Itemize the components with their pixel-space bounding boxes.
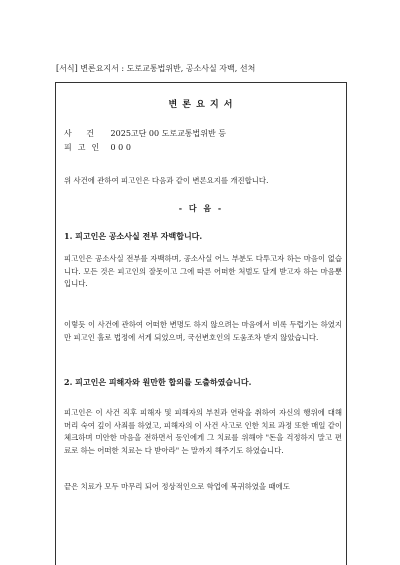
section1-heading: 1. 피고인은 공소사실 전부 자백합니다. [64, 231, 203, 241]
paragraph-4: 끝은 치료가 모두 마무리 되어 정상적인으로 학업에 복귀하였을 때에도 [64, 482, 290, 491]
section2-heading: 2. 피고인은 피해자와 원만한 합의를 도출하였습니다. [64, 377, 252, 387]
document-box [55, 82, 347, 565]
defendant-value: 0 0 0 [110, 143, 131, 152]
case-label: 사 건 [64, 129, 100, 138]
paragraph-1: 피고인은 공소사실 전부를 자백하며, 공소사실 어느 부분도 다투고자 하는 마음이 없습니다. 모든 것은 피고인의 잘못이고 그에 따른 어떠한 처벌도 달게 받고자 하는 마음뿐입니다. [64, 254, 342, 288]
case-row [64, 129, 226, 139]
paragraph-3: 피고인은 이 사건 직후 피해자 및 피해자의 부친과 연락을 취하여 자신의 행위에 대해 머리 숙여 깊이 사죄를 하였고, 피해자의 이 사건 사고로 인한 치료 과정 또한 매일 같이 체크하며 미안한 마음을 전하면서 동인에게 그 치료를 위해야 "돈을 걱정하지 말고 편료로 하는 어떠한 치료는 다 받아라" 는 말까지 해주기도 하였습니다. [64, 408, 342, 455]
intro-text: 위 사건에 관하여 피고인은 다음과 같이 변론요지를 개진합니다. [64, 176, 269, 185]
document-title: 변 론 요 지 서 [168, 100, 234, 110]
paragraph-2: 이렇듯 이 사건에 관하여 어떠한 변명도 하지 않으려는 마음에서 비록 두렵기는 하였지만 피고인 홀로 법정에 서게 되었으며, 국선변호인의 도움조차 받지 않았습니다. [64, 320, 342, 342]
defendant-row [64, 143, 131, 153]
section-marker: - 다 음 - [178, 203, 224, 213]
case-value: 2025고단 00 도로교통법위반 등 [110, 129, 226, 138]
defendant-label: 피고인 [64, 143, 106, 152]
document-header: [서식] 변론요지서 : 도로교통법위반, 공소사실 자백, 선처 [56, 64, 256, 73]
